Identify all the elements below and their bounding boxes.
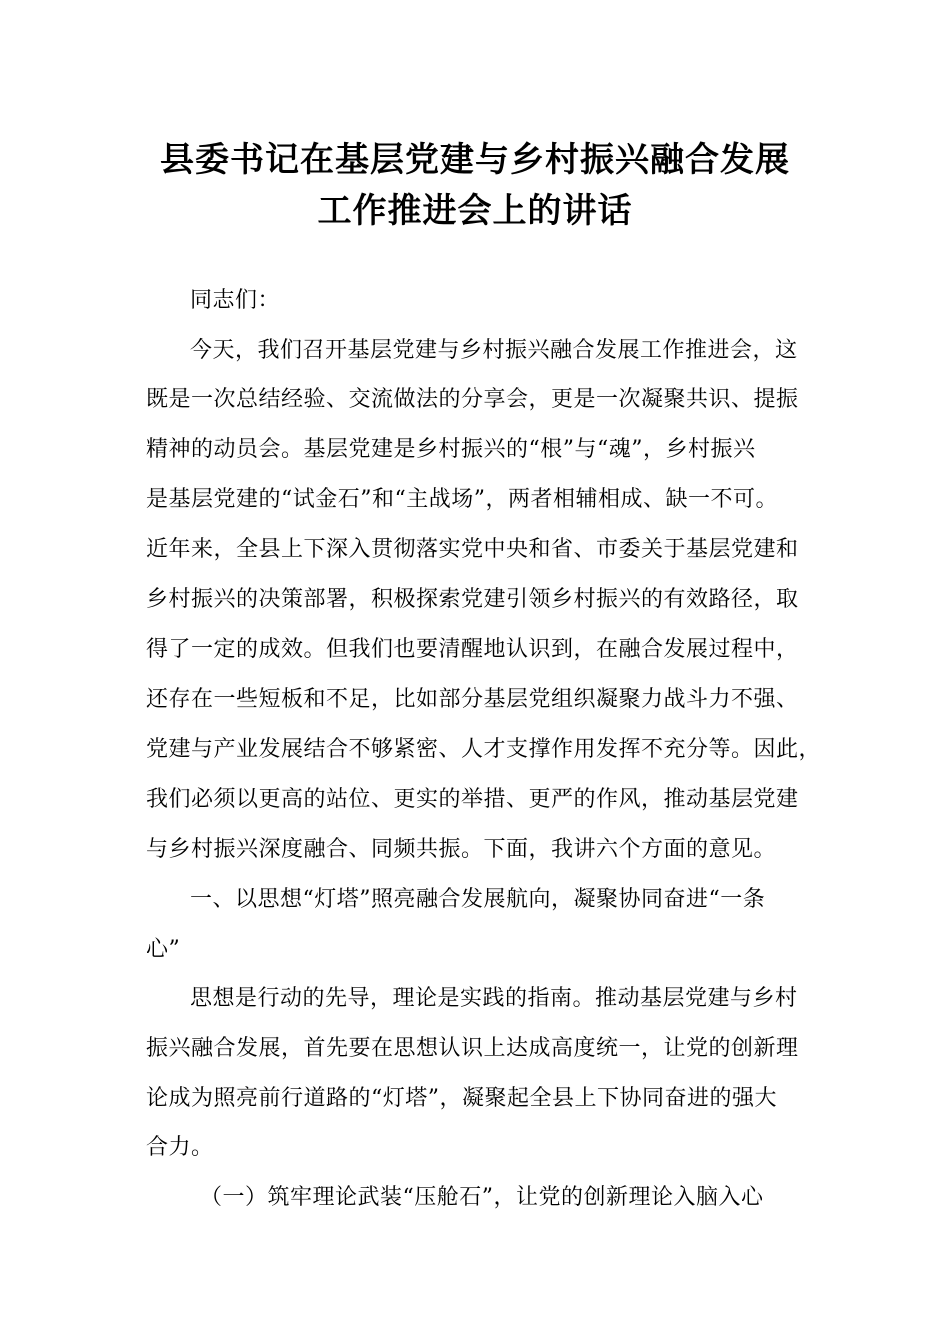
paragraph-line: 思想是行动的先导，理论是实践的指南。推动基层党建与乡村 — [190, 986, 798, 1011]
paragraph-line: 是基层党建的“试金石”和“主战场”，两者相辅相成、缺一不可。 — [146, 487, 778, 512]
paragraph-line: 论成为照亮前行道路的“灯塔”，凝聚起全县上下协同奋进的强大 — [146, 1086, 777, 1111]
paragraph-line: 党建与产业发展结合不够紧密、人才支撑作用发挥不充分等。因此， — [146, 737, 822, 762]
salutation: 同志们： — [190, 288, 281, 313]
section-heading-line: 一、以思想“灯塔”照亮融合发展航向，凝聚协同奋进“一条 — [190, 887, 766, 912]
paragraph-line: 我们必须以更高的站位、更实的举措、更严的作风，推动基层党建 — [146, 787, 799, 812]
paragraph-line: 近年来，全县上下深入贯彻落实党中央和省、市委关于基层党建和 — [146, 537, 799, 562]
paragraph-line: 今天，我们召开基层党建与乡村振兴融合发展工作推进会，这 — [190, 338, 798, 363]
paragraph-line: 得了一定的成效。但我们也要清醒地认识到，在融合发展过程中， — [146, 637, 799, 662]
paragraph-line: 乡村振兴的决策部署，积极探索党建引领乡村振兴的有效路径，取 — [146, 587, 799, 612]
paragraph-line: 既是一次总结经验、交流做法的分享会，更是一次凝聚共识、提振 — [146, 387, 799, 412]
paragraph-line: 合力。 — [146, 1135, 214, 1160]
paragraph-line: 精神的动员会。基层党建是乡村振兴的“根”与“魂”，乡村振兴 — [146, 437, 756, 462]
subsection-heading: （一）筑牢理论武装“压舱石”，让党的创新理论入脑入心 — [200, 1185, 764, 1210]
section-heading-line: 心” — [146, 937, 181, 962]
paragraph-line: 与乡村振兴深度融合、同频共振。下面，我讲六个方面的意见。 — [146, 837, 777, 862]
paragraph-line: 振兴融合发展，首先要在思想认识上达成高度统一，让党的创新理 — [146, 1036, 799, 1061]
document-title-line-2: 工作推进会上的讲话 — [317, 191, 633, 231]
document-title-line-1: 县委书记在基层党建与乡村振兴融合发展 — [160, 140, 790, 180]
paragraph-line: 还存在一些短板和不足，比如部分基层党组织凝聚力战斗力不强、 — [146, 687, 799, 712]
